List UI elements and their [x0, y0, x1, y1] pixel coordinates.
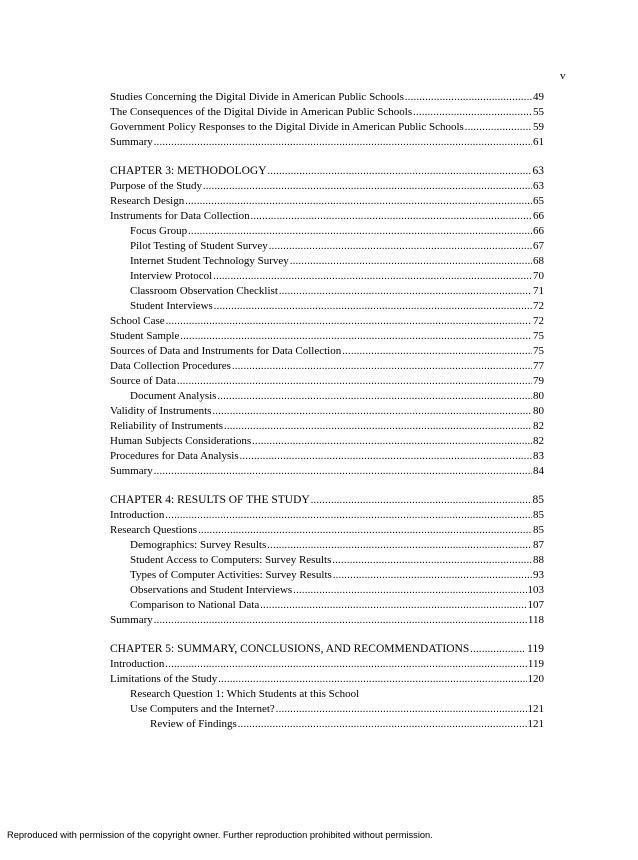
- toc-chapter-heading: [110, 493, 544, 508]
- dot-leader: [217, 389, 532, 404]
- toc-entry: [110, 90, 544, 105]
- toc-entry-title: Internet Student Technology Survey: [130, 255, 289, 267]
- toc-entry-page: 83: [533, 450, 544, 462]
- toc-entry: [110, 613, 544, 628]
- toc-entry-page: 72: [533, 300, 544, 312]
- toc-entry-page: 119: [527, 658, 544, 670]
- dot-leader: [224, 419, 532, 434]
- toc-entry-title: Types of Computer Activities: Survey Results: [130, 569, 332, 581]
- toc-entry: [110, 344, 544, 359]
- toc-entry: [110, 179, 544, 194]
- toc-entry-title: Introduction: [110, 658, 165, 670]
- toc-entry: [110, 269, 544, 284]
- toc-entry-page: 80: [533, 405, 544, 417]
- toc-entry-title: Classroom Observation Checklist: [130, 285, 278, 297]
- toc-entry-page: 107: [527, 599, 544, 611]
- toc-entry-page: 49: [533, 91, 544, 103]
- toc-entry-title: Student Interviews: [130, 300, 213, 312]
- toc-entry: [110, 553, 544, 568]
- toc-entry: [110, 702, 544, 717]
- toc-entry: [110, 523, 544, 538]
- toc-entry-title: Research Design: [110, 195, 185, 207]
- toc-entry-title: Government Policy Responses to the Digital Divide in American Public Schools: [110, 121, 464, 133]
- toc-entry-title: Summary: [110, 136, 153, 148]
- section-gap: [110, 479, 544, 493]
- dot-leader: [251, 209, 532, 224]
- toc-entry-page: 85: [533, 509, 544, 521]
- page-number: v: [560, 70, 566, 82]
- toc-entry-page: 75: [533, 330, 544, 342]
- toc-entry-title: CHAPTER 5: SUMMARY, CONCLUSIONS, AND RECOMMENDATIONS: [110, 643, 470, 655]
- toc-entry-title: Interview Protocol: [130, 270, 213, 282]
- toc-chapter-heading: [110, 164, 544, 179]
- dot-leader: [342, 344, 532, 359]
- toc-entry: [110, 239, 544, 254]
- toc-entry: [110, 508, 544, 523]
- toc-entry-title: Source of Data: [110, 375, 176, 387]
- toc-entry: [110, 224, 544, 239]
- toc-entry: [110, 329, 544, 344]
- toc-entry-title: Data Collection Procedures: [110, 360, 231, 372]
- toc-entry-page: 121: [527, 703, 544, 715]
- toc-entry-title: Focus Group: [130, 225, 188, 237]
- toc-entry-title: Limitations of the Study: [110, 673, 218, 685]
- toc-entry-page: 80: [533, 390, 544, 402]
- dot-leader: [269, 239, 532, 254]
- toc-entry-page: 70: [533, 270, 544, 282]
- toc-entry-page: 68: [533, 255, 544, 267]
- toc-entry: [110, 672, 544, 687]
- toc-entry-page: 120: [527, 673, 544, 685]
- toc-entry-page: 72: [533, 315, 544, 327]
- toc-entry-title: CHAPTER 3: METHODOLOGY: [110, 165, 267, 177]
- dot-leader: [165, 657, 527, 672]
- dot-leader: [333, 568, 532, 583]
- toc-entry-title: Demographics: Survey Results: [130, 539, 267, 551]
- dot-leader: [232, 359, 532, 374]
- toc-entry: [110, 135, 544, 150]
- table-of-contents: [110, 90, 544, 732]
- dot-leader: [218, 672, 526, 687]
- dot-leader: [213, 269, 532, 284]
- toc-entry-page: 84: [533, 465, 544, 477]
- toc-entry-title: Student Access to Computers: Survey Results: [130, 554, 332, 566]
- toc-entry-page: 103: [527, 584, 544, 596]
- toc-entry-title: Purpose of the Study: [110, 180, 202, 192]
- toc-entry-page: 63: [533, 180, 544, 192]
- dot-leader: [238, 717, 527, 732]
- toc-entry-title: CHAPTER 4: RESULTS OF THE STUDY: [110, 494, 310, 506]
- toc-entry: [110, 717, 544, 732]
- dot-leader: [198, 523, 532, 538]
- dot-leader: [165, 508, 532, 523]
- toc-entry: [110, 583, 544, 598]
- toc-entry: [110, 209, 544, 224]
- toc-entry-page: 63: [532, 165, 544, 177]
- dot-leader: [293, 583, 526, 598]
- dot-leader: [154, 613, 527, 628]
- dot-leader: [154, 135, 532, 150]
- dot-leader: [240, 449, 532, 464]
- dot-leader: [279, 284, 532, 299]
- toc-entry: [110, 389, 544, 404]
- toc-entry-title: School Case: [110, 315, 165, 327]
- toc-entry-title: Procedures for Data Analysis: [110, 450, 239, 462]
- section-gap: [110, 628, 544, 642]
- toc-entry-title: Reliability of Instruments: [110, 420, 224, 432]
- dot-leader: [177, 374, 532, 389]
- toc-entry-title: Student Sample: [110, 330, 180, 342]
- dot-leader: [214, 299, 532, 314]
- toc-entry-page: 66: [533, 210, 544, 222]
- toc-entry: [110, 374, 544, 389]
- toc-chapter-heading: [110, 642, 544, 657]
- toc-entry-page: 59: [533, 121, 544, 133]
- dot-leader: [290, 254, 532, 269]
- toc-entry: [110, 284, 544, 299]
- toc-entry-title: Review of Findings: [150, 718, 237, 730]
- toc-entry-title: Summary: [110, 465, 153, 477]
- toc-entry: [110, 359, 544, 374]
- dot-leader: [465, 120, 532, 135]
- toc-entry-page: 66: [533, 225, 544, 237]
- toc-entry-page: 121: [527, 718, 544, 730]
- dot-leader: [311, 493, 532, 508]
- toc-entry-page: 82: [533, 420, 544, 432]
- toc-entry-title: The Consequences of the Digital Divide in American Public Schools: [110, 106, 413, 118]
- toc-entry: [110, 657, 544, 672]
- toc-entry: [110, 194, 544, 209]
- toc-entry-title: Research Questions: [110, 524, 198, 536]
- toc-entry-title: Validity of Instruments: [110, 405, 212, 417]
- toc-entry: [110, 105, 544, 120]
- toc-entry-title: Comparison to National Data: [130, 599, 260, 611]
- toc-entry-wrapped-line: Research Question 1: Which Students at this School: [130, 688, 360, 700]
- toc-entry: [110, 419, 544, 434]
- toc-entry-page: 75: [533, 345, 544, 357]
- toc-entry: [110, 568, 544, 583]
- toc-entry-page: 119: [527, 643, 544, 655]
- dot-leader: [332, 553, 532, 568]
- toc-entry-page: 93: [533, 569, 544, 581]
- dot-leader: [470, 642, 526, 657]
- toc-entry-page: 79: [533, 375, 544, 387]
- dot-leader: [413, 105, 532, 120]
- section-gap: [110, 150, 544, 164]
- toc-entry-page: 61: [533, 136, 544, 148]
- toc-entry: [110, 464, 544, 479]
- toc-entry: [110, 434, 544, 449]
- toc-entry-title: Observations and Student Interviews: [130, 584, 293, 596]
- toc-entry-page: 88: [533, 554, 544, 566]
- toc-entry-title: Summary: [110, 614, 153, 626]
- dot-leader: [276, 702, 527, 717]
- toc-entry-page: 87: [533, 539, 544, 551]
- toc-entry-title: Human Subjects Considerations: [110, 435, 252, 447]
- dot-leader: [252, 434, 532, 449]
- toc-entry-page: 65: [533, 195, 544, 207]
- dot-leader: [154, 464, 532, 479]
- dot-leader: [405, 90, 532, 105]
- toc-entry-title: Use Computers and the Internet?: [130, 703, 275, 715]
- toc-entry-page: 118: [527, 614, 544, 626]
- toc-entry-title: Introduction: [110, 509, 165, 521]
- toc-entry-title: Studies Concerning the Digital Divide in American Public Schools: [110, 91, 404, 103]
- toc-entry-page: 82: [533, 435, 544, 447]
- toc-entry-title: Instruments for Data Collection: [110, 210, 250, 222]
- toc-entry-title: Sources of Data and Instruments for Data Collection: [110, 345, 342, 357]
- copyright-footer: Reproduced with permission of the copyright owner. Further reproduction prohibited without permission.: [7, 830, 433, 840]
- toc-entry: [110, 598, 544, 613]
- toc-entry: [110, 449, 544, 464]
- dot-leader: [185, 194, 532, 209]
- dot-leader: [203, 179, 532, 194]
- dot-leader: [260, 598, 526, 613]
- dot-leader: [180, 329, 532, 344]
- toc-entry-page: 77: [533, 360, 544, 372]
- dot-leader: [212, 404, 532, 419]
- toc-entry-page: 55: [533, 106, 544, 118]
- toc-entry: [110, 120, 544, 135]
- dot-leader: [188, 224, 532, 239]
- dot-leader: [267, 538, 532, 553]
- toc-entry-page: 85: [533, 524, 544, 536]
- toc-entry-page: 71: [533, 285, 544, 297]
- toc-entry-title: Pilot Testing of Student Survey: [130, 240, 268, 252]
- toc-entry: [110, 254, 544, 269]
- toc-entry: [110, 404, 544, 419]
- toc-entry: [110, 314, 544, 329]
- toc-entry-page: 67: [533, 240, 544, 252]
- toc-entry: [110, 299, 544, 314]
- dot-leader: [268, 164, 532, 179]
- toc-entry: [110, 538, 544, 553]
- toc-entry-page: 85: [532, 494, 544, 506]
- toc-entry-title: Document Analysis: [130, 390, 217, 402]
- dot-leader: [166, 314, 532, 329]
